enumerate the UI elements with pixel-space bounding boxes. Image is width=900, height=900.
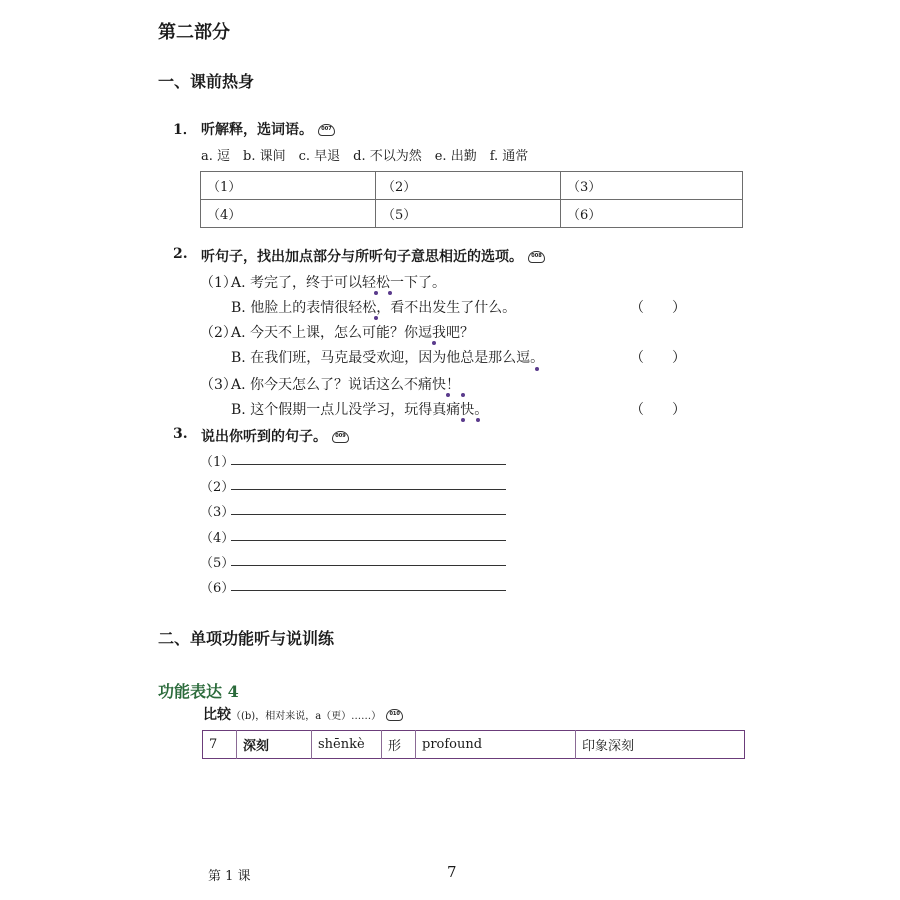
q2-prompt (201, 246, 545, 266)
emphasis-dot (461, 393, 465, 397)
emphasis-dot (535, 367, 539, 371)
answer-line-label: （1） (200, 455, 235, 470)
emphasis-dot (374, 316, 378, 320)
q2-option-a: A. 考完了，终于可以轻松一下了。 (231, 275, 447, 291)
headphones-icon[interactable]: 008 (528, 251, 545, 263)
answer-line[interactable] (231, 489, 506, 490)
q3-prompt-text: 说出你听到的句子。 (201, 429, 327, 445)
answer-line-label: （5） (200, 556, 235, 571)
footer-lesson: 第 1 课 (208, 869, 251, 884)
q2-option-a: A. 今天不上课，怎么可能？你逗我吧？ (231, 325, 475, 341)
vocab-pos: 形 (382, 731, 416, 759)
answer-line[interactable] (231, 565, 506, 566)
emphasis-dot (461, 418, 465, 422)
answer-line[interactable] (231, 464, 506, 465)
q2-item-number: （2） (200, 325, 237, 341)
vocab-meaning: profound (416, 731, 576, 759)
emphasis-dot (432, 341, 436, 345)
q2-item-number: （1） (200, 275, 237, 291)
answer-line-label: （6） (200, 581, 235, 596)
vocab-example: 印象深刻 (576, 731, 745, 759)
answer-cell[interactable]: （1） (201, 172, 376, 200)
answer-paren[interactable]: （ ） (630, 350, 686, 366)
compare-heading (203, 704, 403, 724)
answer-line-label: （3） (200, 505, 235, 520)
answer-line-label: （4） (200, 531, 235, 546)
answer-cell[interactable]: （2） (376, 172, 561, 200)
q1-prompt (201, 119, 335, 139)
vocab-word: 深刻 (237, 731, 312, 759)
vocab-number: 7 (209, 737, 218, 752)
q2-option-b: B. 这个假期一点儿没学习，玩得真痛快。 (231, 402, 489, 418)
answer-paren[interactable]: （ ） (630, 300, 686, 316)
part-title: 第二部分 (158, 22, 230, 43)
emphasis-dot (446, 393, 450, 397)
q3-number: 3. (173, 426, 188, 442)
q2-option-b: B. 他脸上的表情很轻松，看不出发生了什么。 (231, 300, 517, 316)
compare-label: 比较 (203, 707, 231, 723)
answer-cell[interactable]: （4） (201, 200, 376, 228)
answer-cell[interactable]: （3） (561, 172, 743, 200)
vocab-pinyin: shēnkè (312, 731, 382, 759)
answer-paren[interactable]: （ ） (630, 402, 686, 418)
answer-line-label: （2） (200, 480, 235, 495)
answer-cell[interactable]: （5） (376, 200, 561, 228)
q1-number: 1． (173, 122, 197, 138)
function-title: 功能表达 4 (158, 682, 239, 701)
q2-option-b: B. 在我们班，马克最受欢迎，因为他总是那么逗。 (231, 350, 545, 366)
q1-options: a. 逗 b. 课间 c. 早退 d. 不以为然 e. 出勤 f. 通常 (201, 149, 529, 164)
q2-prompt-text: 听句子，找出加点部分与所听句子意思相近的选项。 (201, 249, 523, 265)
section2-title: 二、单项功能听与说训练 (158, 629, 335, 648)
emphasis-dot (388, 291, 392, 295)
q2-option-a: A. 你今天怎么了？说话这么不痛快！ (231, 377, 461, 393)
answer-cell[interactable]: （6） (561, 200, 743, 228)
q2-item-number: （3） (200, 377, 237, 393)
q1-prompt-text: 听解释，选词语。 (201, 122, 313, 138)
answer-line[interactable] (231, 514, 506, 515)
table-row (201, 172, 743, 200)
vocab-table (202, 730, 745, 759)
q3-prompt (201, 426, 349, 446)
emphasis-dot (476, 418, 480, 422)
table-row (203, 731, 745, 759)
q2-number: 2. (173, 246, 188, 262)
section1-title: 一、课前热身 (158, 72, 255, 91)
headphones-icon[interactable]: 010 (386, 709, 403, 721)
headphones-icon[interactable]: 009 (332, 431, 349, 443)
table-row (201, 200, 743, 228)
answer-line[interactable] (231, 590, 506, 591)
headphones-icon[interactable]: 007 (318, 124, 335, 136)
answer-grid (200, 171, 743, 228)
answer-line[interactable] (231, 540, 506, 541)
compare-detail: （(b)，相对来说，a（更）……） (231, 711, 382, 722)
emphasis-dot (374, 291, 378, 295)
page-number: 7 (447, 863, 457, 881)
